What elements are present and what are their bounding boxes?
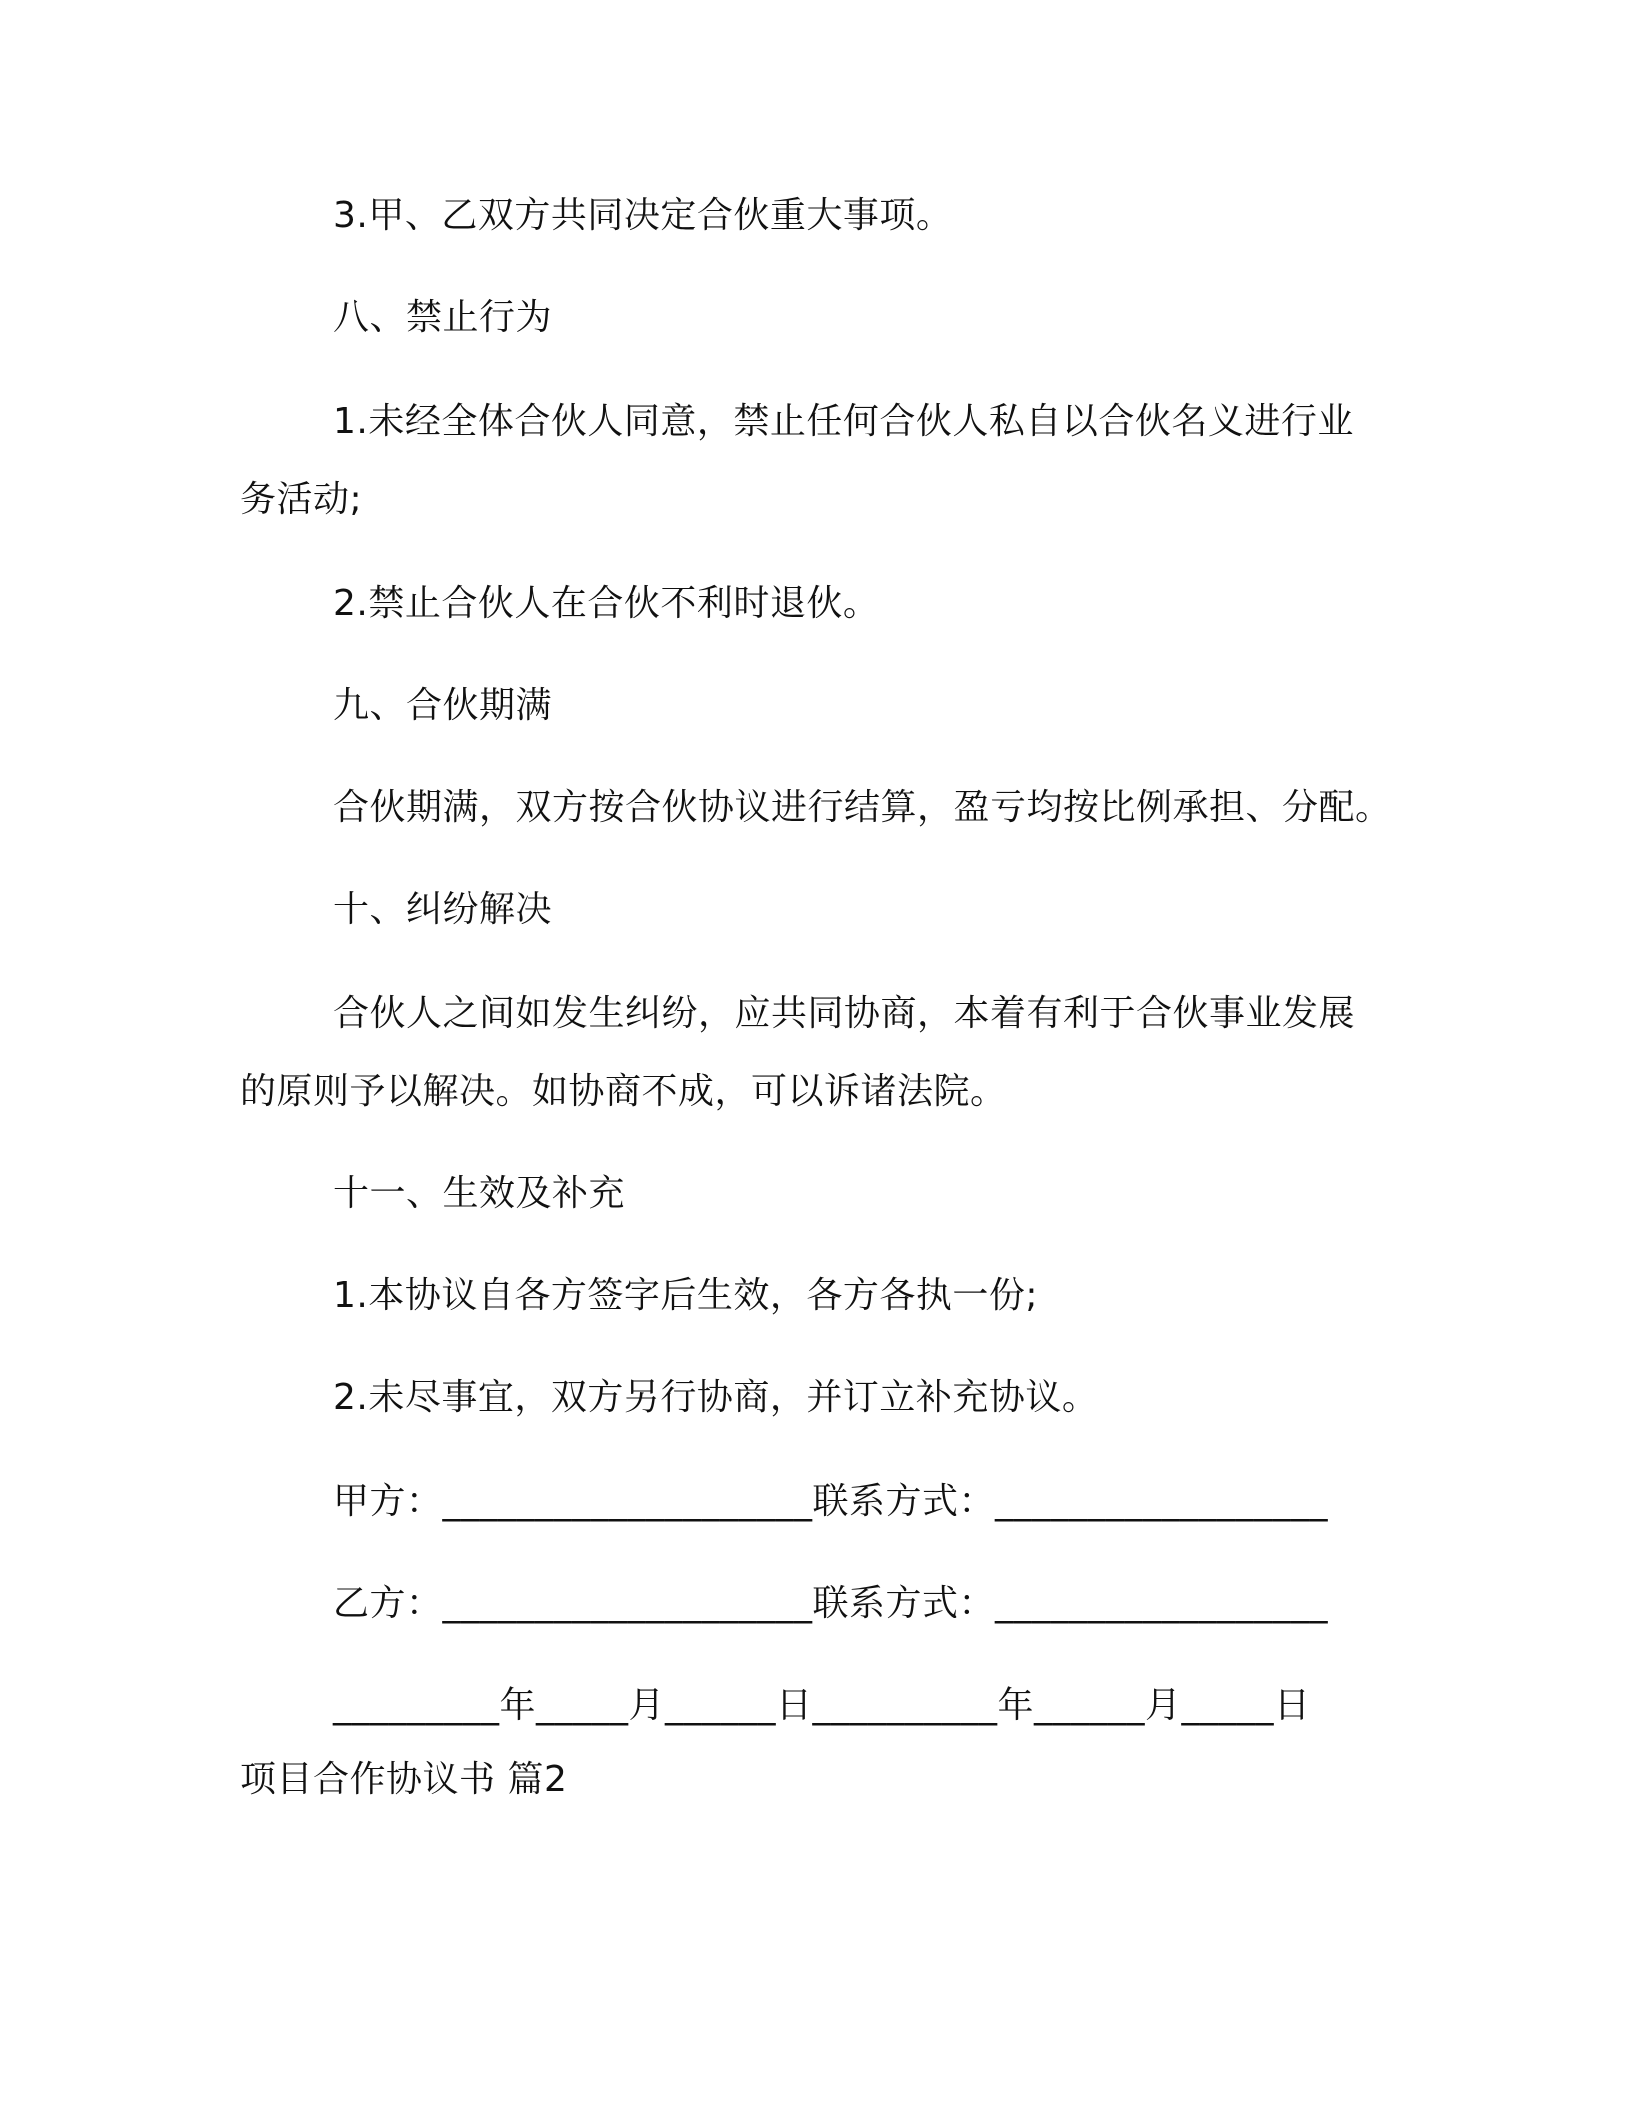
section-9-heading: 九、合伙期满 (333, 685, 553, 726)
date-line: _________年_____月______日__________年______月_____日 (333, 1685, 1311, 1726)
next-section-title: 项目合作协议书 篇2 (240, 1759, 568, 1800)
clause-8-item-1: 1.未经全体合伙人同意，禁止任何合伙人私自以合伙名义进行业 (333, 401, 1354, 442)
clause-11-item-2: 2.未尽事宜，双方另行协商，并订立补充协议。 (333, 1377, 1099, 1418)
clause-7-item-3: 3.甲、乙双方共同决定合伙重大事项。 (333, 195, 953, 236)
clause-8-item-2: 2.禁止合伙人在合伙不利时退伙。 (333, 583, 880, 624)
party-b-signature-line: 乙方：____________________联系方式：__________________ (333, 1583, 1329, 1624)
party-a-signature-line: 甲方：____________________联系方式：__________________ (333, 1481, 1329, 1522)
clause-10-text: 合伙人之间如发生纠纷，应共同协商，本着有利于合伙事业发展 (333, 993, 1356, 1034)
section-11-heading: 十一、生效及补充 (333, 1173, 626, 1214)
section-10-heading: 十、纠纷解决 (333, 889, 553, 930)
clause-8-item-1-continued: 务活动; (240, 479, 363, 520)
clause-10-text-continued: 的原则予以解决。如协商不成，可以诉诸法院。 (240, 1071, 1007, 1112)
clause-11-item-1: 1.本协议自各方签字后生效，各方各执一份; (333, 1275, 1038, 1316)
clause-9-text: 合伙期满，双方按合伙协议进行结算，盈亏均按比例承担、分配。 (333, 787, 1392, 828)
section-8-heading: 八、禁止行为 (333, 297, 553, 338)
